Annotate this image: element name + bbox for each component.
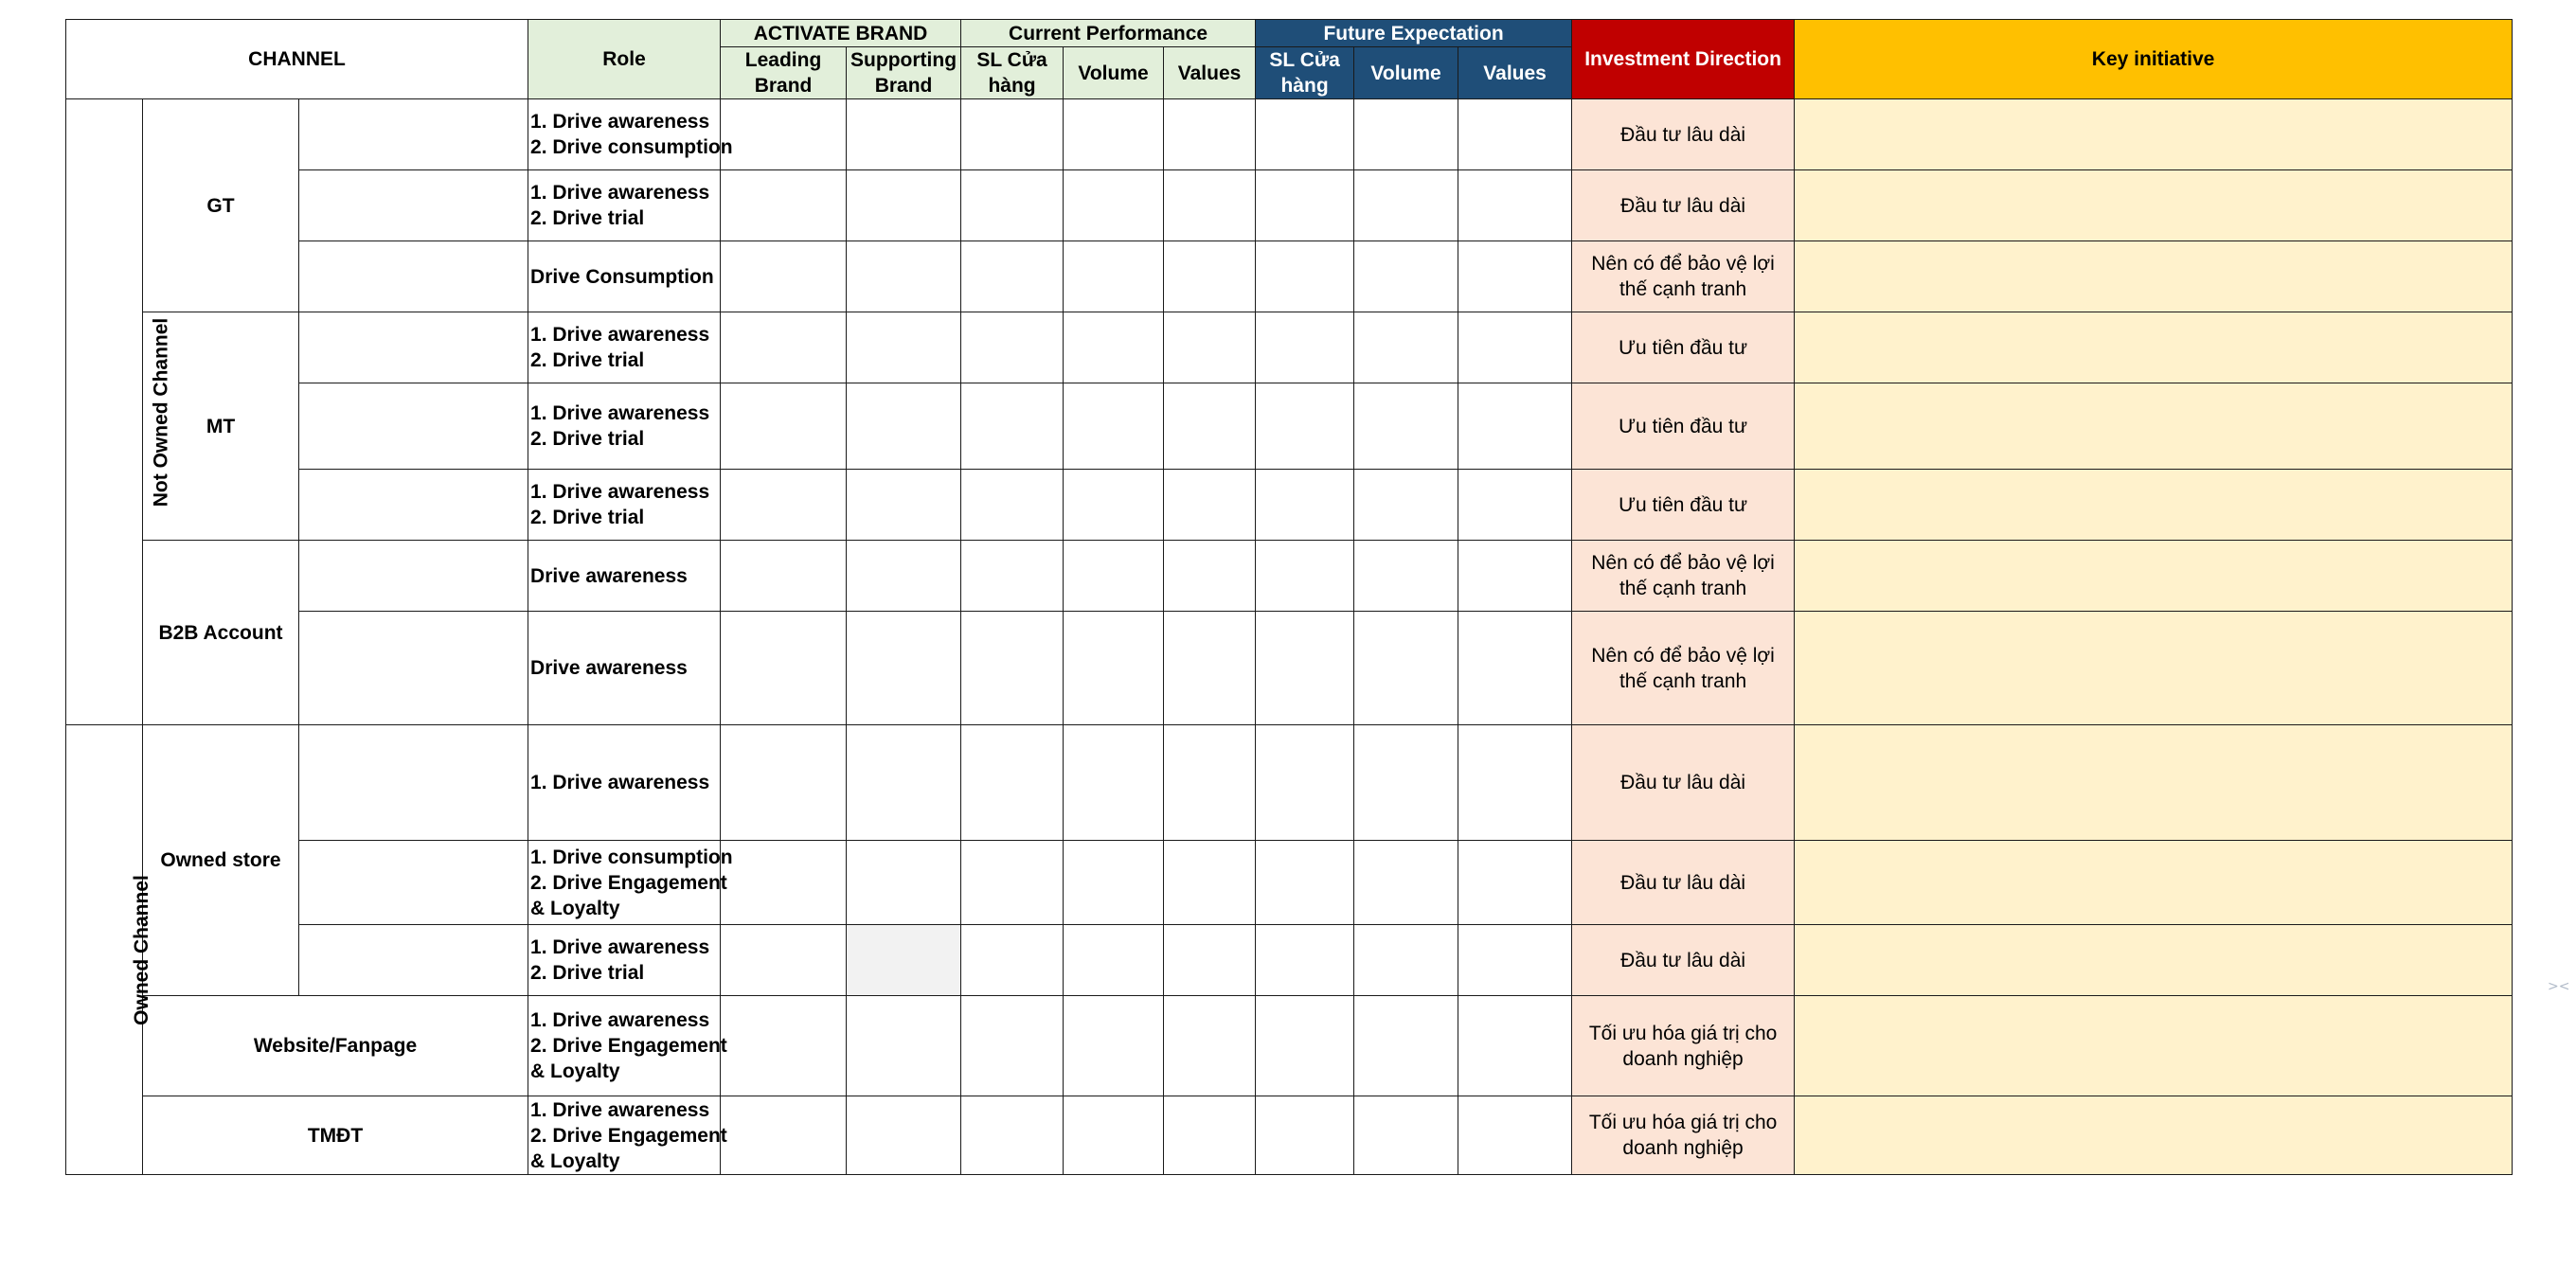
role-cell: 1. Drive awareness 2. Drive Engagement & Loyalty: [528, 996, 721, 1096]
table-row: [66, 925, 2513, 996]
header-investment-direction: Investment Direction: [1572, 20, 1795, 99]
channel-mt: MT: [143, 312, 299, 541]
group-owned-channel: Owned Channel: [66, 725, 143, 1175]
channel-b2b-account: B2B Account: [143, 541, 299, 725]
header-current-values: Values: [1164, 47, 1256, 99]
key-initiative-cell: [1795, 1096, 2513, 1175]
key-initiative-cell: [1795, 312, 2513, 383]
expand-handle-icon[interactable]: ><: [2548, 979, 2570, 994]
header-key-initiative: Key initiative: [1795, 20, 2513, 99]
header-current-performance: Current Performance: [961, 20, 1256, 47]
shaded-cell: [847, 925, 961, 996]
investment-cell: Ưu tiên đầu tư: [1572, 383, 1795, 470]
key-initiative-cell: [1795, 996, 2513, 1096]
investment-cell: Đầu tư lâu dài: [1572, 925, 1795, 996]
role-cell: 1. Drive awareness 2. Drive trial: [528, 383, 721, 470]
investment-cell: Tối ưu hóa giá trị cho doanh nghiệp: [1572, 996, 1795, 1096]
key-initiative-cell: [1795, 470, 2513, 541]
key-initiative-cell: [1795, 612, 2513, 725]
key-initiative-cell: [1795, 170, 2513, 241]
header-activate-brand: ACTIVATE BRAND: [721, 20, 961, 47]
header-future-expectation: Future Expectation: [1256, 20, 1572, 47]
channel-tmdt: TMĐT: [143, 1096, 528, 1175]
investment-cell: Đầu tư lâu dài: [1572, 841, 1795, 925]
table-row: [66, 541, 2513, 612]
header-current-volume: Volume: [1064, 47, 1164, 99]
role-cell: Drive awareness: [528, 541, 721, 612]
table-row: [66, 612, 2513, 725]
header-future-sl-cua-hang: SL Cửa hàng: [1256, 47, 1354, 99]
role-cell: Drive awareness: [528, 612, 721, 725]
role-cell: 1. Drive awareness 2. Drive trial: [528, 925, 721, 996]
key-initiative-cell: [1795, 383, 2513, 470]
role-cell: Drive Consumption: [528, 241, 721, 312]
table-row: [66, 725, 2513, 841]
role-cell: 1. Drive awareness 2. Drive trial: [528, 470, 721, 541]
header-future-values: Values: [1458, 47, 1572, 99]
role-cell: 1. Drive awareness 2. Drive consumption: [528, 99, 721, 170]
investment-cell: Nên có để bảo vệ lợi thế cạnh tranh: [1572, 241, 1795, 312]
key-initiative-cell: [1795, 841, 2513, 925]
channel-gt: GT: [143, 99, 299, 312]
header-role: Role: [528, 20, 721, 99]
key-initiative-cell: [1795, 925, 2513, 996]
channel-strategy-table: [65, 19, 2513, 1175]
investment-cell: Ưu tiên đầu tư: [1572, 312, 1795, 383]
role-cell: 1. Drive awareness 2. Drive Engagement & Loyalty: [528, 1096, 721, 1175]
investment-cell: Đầu tư lâu dài: [1572, 170, 1795, 241]
key-initiative-cell: [1795, 99, 2513, 170]
key-initiative-cell: [1795, 241, 2513, 312]
key-initiative-cell: [1795, 541, 2513, 612]
header-supporting-brand: Supporting Brand: [847, 47, 961, 99]
investment-cell: Nên có để bảo vệ lợi thế cạnh tranh: [1572, 612, 1795, 725]
table-row: [66, 996, 2513, 1096]
table-row: [66, 99, 2513, 170]
table-row: [66, 312, 2513, 383]
channel-owned-store: Owned store: [143, 725, 299, 996]
role-cell: 1. Drive consumption 2. Drive Engagement & Loyalty: [528, 841, 721, 925]
investment-cell: Đầu tư lâu dài: [1572, 725, 1795, 841]
investment-cell: Nên có để bảo vệ lợi thế cạnh tranh: [1572, 541, 1795, 612]
header-future-volume: Volume: [1354, 47, 1458, 99]
role-cell: 1. Drive awareness 2. Drive trial: [528, 170, 721, 241]
key-initiative-cell: [1795, 725, 2513, 841]
table-row: [66, 470, 2513, 541]
investment-cell: Tối ưu hóa giá trị cho doanh nghiệp: [1572, 1096, 1795, 1175]
investment-cell: Ưu tiên đầu tư: [1572, 470, 1795, 541]
table-row: [66, 241, 2513, 312]
group-not-owned-channel: Not Owned Channel: [66, 99, 143, 725]
channel-website-fanpage: Website/Fanpage: [143, 996, 528, 1096]
table-row: [66, 170, 2513, 241]
investment-cell: Đầu tư lâu dài: [1572, 99, 1795, 170]
role-cell: 1. Drive awareness: [528, 725, 721, 841]
header-leading-brand: Leading Brand: [721, 47, 847, 99]
table-row: [66, 1096, 2513, 1175]
header-channel: CHANNEL: [66, 20, 528, 99]
table-row: [66, 383, 2513, 470]
role-cell: 1. Drive awareness 2. Drive trial: [528, 312, 721, 383]
table-row: [66, 841, 2513, 925]
header-current-sl-cua-hang: SL Cửa hàng: [961, 47, 1064, 99]
